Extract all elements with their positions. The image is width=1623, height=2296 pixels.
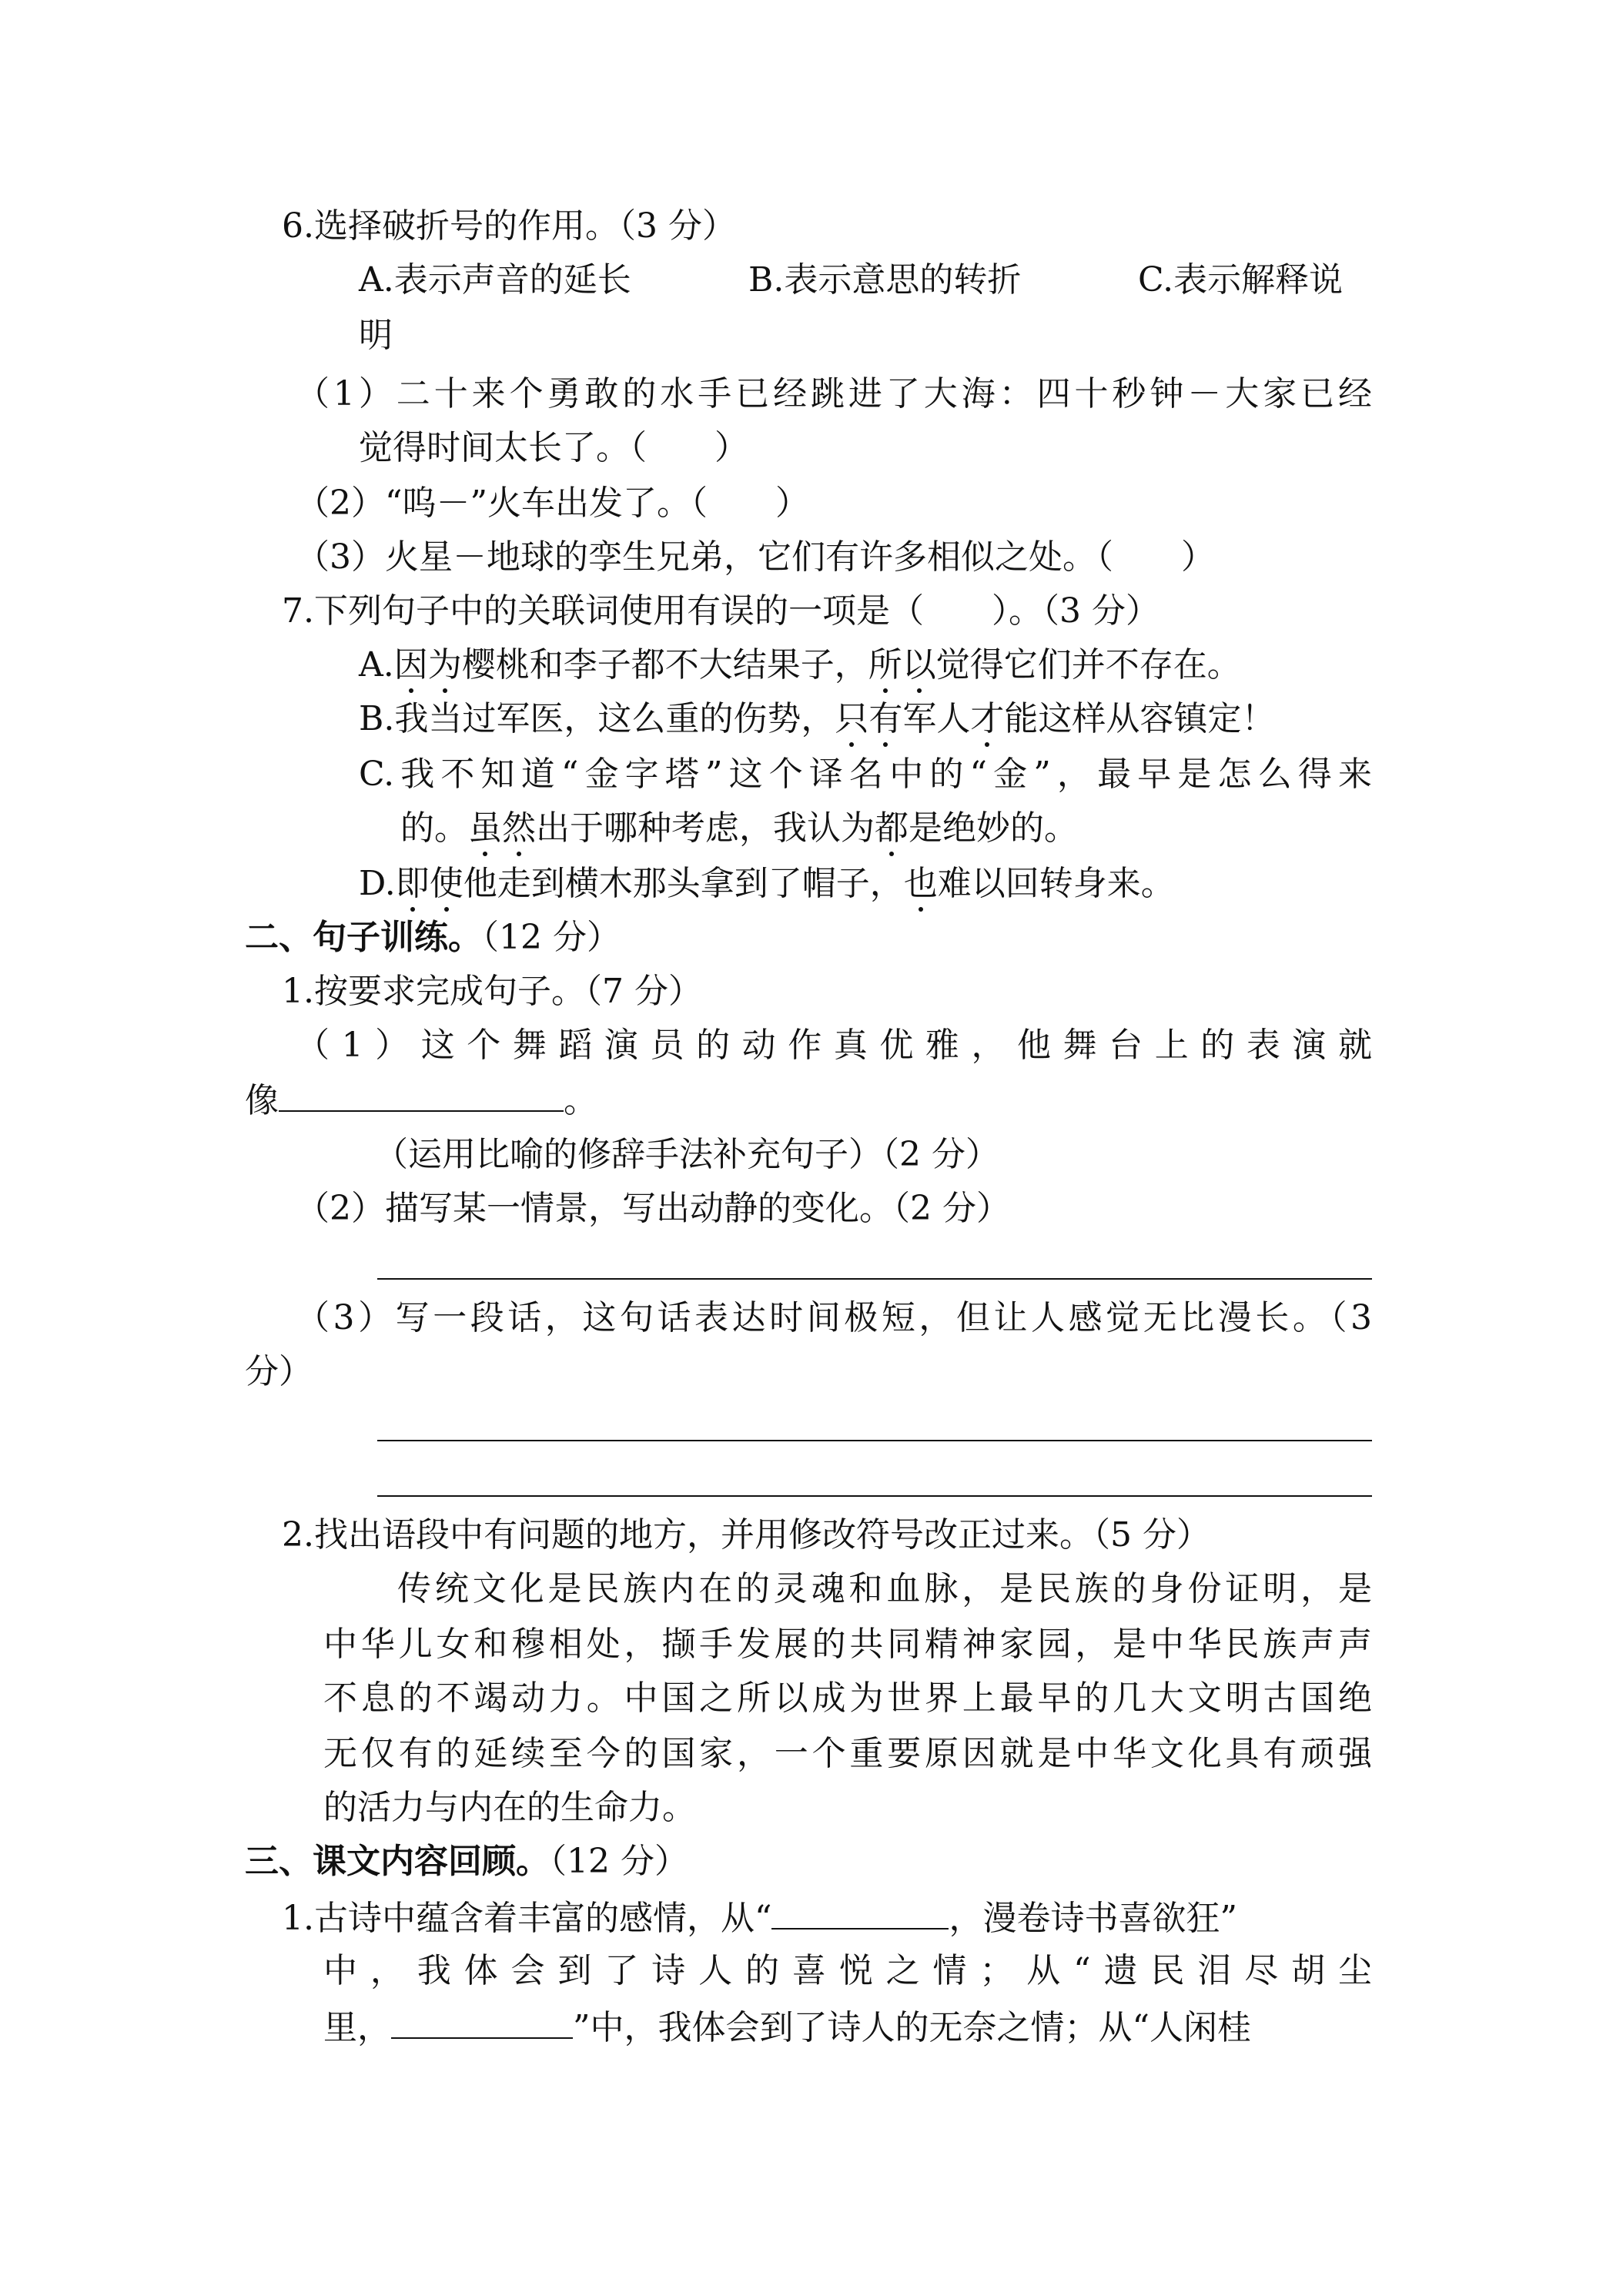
q7-option-c: C.我不知道“金字塔”这个译名中的“金”，最早是怎么得来: [359, 755, 1372, 794]
emphasis-dot-char: 即: [395, 864, 430, 903]
emphasis-dot-char: 以: [902, 645, 936, 684]
emphasis-dot-char: 也: [903, 864, 938, 903]
emphasis-dot-char: 虽: [468, 808, 502, 848]
q7-option-d: D.即使他走到横木那头拿到了帽子，也难以回转身来。: [359, 864, 1175, 903]
passage-line: 不息的不竭动力。中国之所以成为世界上最早的几大文明古国绝: [323, 1678, 1372, 1718]
s2-q1-2: （2）描写某一情景，写出动静的变化。（2 分）: [296, 1189, 1010, 1228]
emphasis-dot-char: 因: [393, 645, 428, 684]
q7-option-a: A.因为樱桃和李子都不大结果子，所以觉得它们并不存在。: [359, 645, 1241, 684]
q7-option-b: B.我当过军医，这么重的伤势，只有军人才能这样从容镇定！: [359, 699, 1276, 738]
emphasis-dot-char: 都: [875, 808, 909, 848]
passage-line: 传统文化是民族内在的灵魂和血脉，是民族的身份证明，是: [397, 1569, 1372, 1608]
answer-blank[interactable]: [771, 1900, 949, 1930]
emphasis-dot-char: 只: [835, 699, 869, 738]
q6-item-2: （2）“呜－”火车出发了。（ ）: [296, 484, 809, 523]
s2-q1-3-line2: 分）: [245, 1352, 313, 1391]
passage-line: 无仅有的延续至今的国家，一个重要原因就是中华文化具有顽强: [323, 1734, 1372, 1773]
q6-option-c: C.表示解释说: [1138, 260, 1344, 300]
s2-q1-3-line1: （3）写一段话，这句话表达时间极短，但让人感觉无比漫长。（3: [296, 1298, 1372, 1337]
passage-line: 中华儿女和穆相处，撷手发展的共同精神家园，是中华民族声声: [323, 1625, 1372, 1664]
s2-q1-title: 1.按要求完成句子。（7 分）: [282, 972, 702, 1011]
emphasis-dot-char: 才: [970, 699, 1005, 738]
emphasis-dot-char: 使: [429, 864, 463, 903]
s3-q1-line2: 中，我体会到了诗人的喜悦之情；从“遗民泪尽胡尘: [323, 1951, 1372, 1990]
answer-line[interactable]: [377, 1495, 1372, 1497]
q6-option-b: B.表示意思的转折: [748, 260, 1022, 300]
s2-q2-title: 2.找出语段中有问题的地方，并用修改符号改正过来。（5 分）: [282, 1515, 1210, 1555]
q7-option-c-cont: 的。虽然出于哪种考虑，我认为都是绝妙的。: [400, 808, 1078, 848]
section-3-heading: 三、课文内容回顾。（12 分）: [245, 1842, 688, 1881]
section-2-heading: 二、句子训练。（12 分）: [245, 918, 621, 957]
emphasis-dot-char: 为: [427, 645, 462, 684]
q7-title: 7.下列句子中的关联词使用有误的一项是（ ）。（3 分）: [282, 591, 1160, 631]
answer-blank[interactable]: [279, 1083, 564, 1112]
answer-line[interactable]: [377, 1278, 1372, 1280]
q6-option-a: A.表示声音的延长: [359, 260, 631, 300]
q6-item-3: （3）火星－地球的孪生兄弟，它们有许多相似之处。（ ）: [296, 537, 1215, 577]
s2-q1-1-hint: （运用比喻的修辞手法补充句子）（2 分）: [374, 1135, 999, 1174]
answer-line[interactable]: [377, 1440, 1372, 1441]
q6-title: 6.选择破折号的作用。（3 分）: [282, 206, 736, 246]
s2-q1-1-line2: 像 。: [245, 1081, 597, 1120]
q6-item-1-cont: 觉得时间太长了。（ ）: [359, 428, 748, 467]
emphasis-dot-char: 所: [868, 645, 902, 684]
s3-q1-line1: 1.古诗中蕴含着丰富的感情，从“ ，漫卷诗书喜欲狂”: [282, 1899, 1237, 1938]
q6-option-c-wrap: 明: [359, 316, 393, 355]
s2-q1-1-line1: （1）这个舞蹈演员的动作真优雅，他舞台上的表演就: [296, 1026, 1372, 1065]
emphasis-dot-char: 然: [502, 808, 536, 848]
s3-q1-line3: 里， ”中，我体会到了诗人的无奈之情；从“人闲桂: [323, 2008, 1251, 2047]
answer-blank[interactable]: [391, 2010, 573, 2039]
emphasis-dot-char: 有: [868, 699, 903, 738]
passage-line: 的活力与内在的生命力。: [323, 1788, 696, 1827]
q6-item-1: （1）二十来个勇敢的水手已经跳进了大海：四十秒钟－大家已经: [296, 374, 1372, 413]
